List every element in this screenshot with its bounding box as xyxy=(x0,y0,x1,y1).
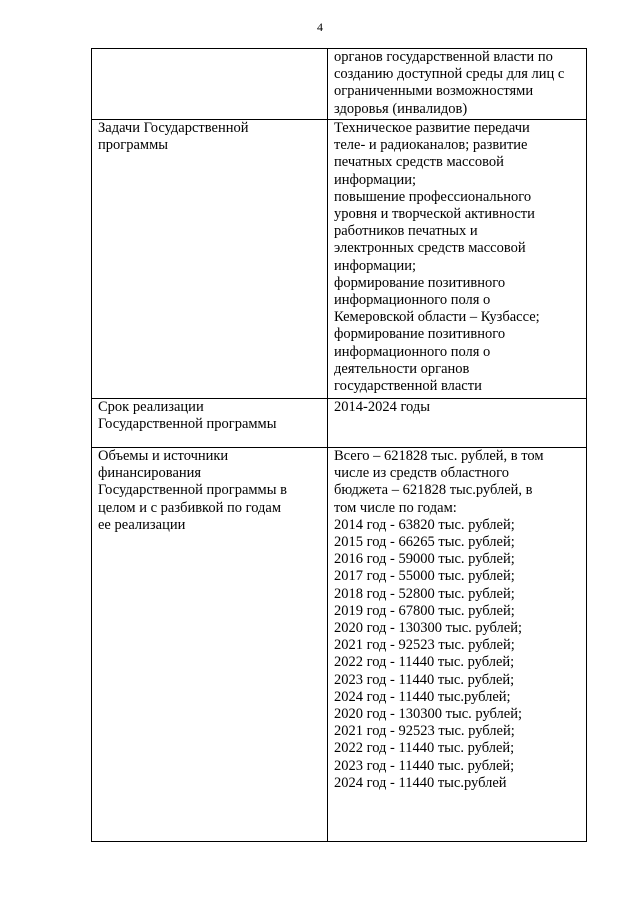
text-line: бюджета – 621828 тыс.рублей, в xyxy=(334,482,533,499)
text-line: Срок реализации xyxy=(98,399,204,415)
text-line: 2016 год - 59000 тыс. рублей; xyxy=(334,551,515,568)
text-line: формирование позитивного xyxy=(334,274,506,291)
text-line: Кемеровской области – Кузбассе; xyxy=(334,309,540,326)
text-line: государственной власти xyxy=(334,378,482,395)
text-line: работников печатных и xyxy=(334,223,478,240)
text-line: 2024 год - 11440 тыс.рублей; xyxy=(334,688,511,705)
text-line: Государственной программы в xyxy=(98,482,287,499)
text-line: том числе по годам: xyxy=(334,499,457,516)
term-label-cell xyxy=(92,399,328,448)
text-line: Государственной программы xyxy=(98,416,277,433)
text-line: информации; xyxy=(334,171,417,188)
intro-left-cell xyxy=(92,49,328,120)
funding-value-cell xyxy=(328,448,587,842)
text-line: финансирования xyxy=(98,465,202,482)
tasks-label-cell xyxy=(92,120,328,399)
text-line: 2015 год - 66265 тыс. рублей; xyxy=(334,534,515,551)
text-line: 2014 год - 63820 тыс. рублей; xyxy=(334,516,515,533)
text-line: целом и с разбивкой по годам xyxy=(98,499,282,516)
text-line: Всего – 621828 тыс. рублей, в том xyxy=(334,448,544,464)
text-line: 2022 год - 11440 тыс. рублей; xyxy=(334,740,515,757)
text-line: Техническое развитие передачи xyxy=(334,120,530,136)
text-line: программы xyxy=(98,137,168,154)
text-line: информационного поля о xyxy=(334,343,491,360)
text-line: 2023 год - 11440 тыс. рублей; xyxy=(334,757,515,774)
tasks-label xyxy=(98,120,323,154)
text-line: 2019 год - 67800 тыс. рублей; xyxy=(334,602,515,619)
text-line: 2023 год - 11440 тыс. рублей; xyxy=(334,671,515,688)
page-number: 4 xyxy=(317,20,323,34)
text-line: 2017 год - 55000 тыс. рублей; xyxy=(334,568,515,585)
text-line: электронных средств массовой xyxy=(334,240,526,257)
tasks-value-cell xyxy=(328,120,587,399)
text-line: 2021 год - 92523 тыс. рублей; xyxy=(334,637,515,654)
text-line: ограниченными возможностями xyxy=(334,83,534,100)
intro-text xyxy=(334,49,582,118)
table-row-intro xyxy=(92,49,587,120)
text-line: 2022 год - 11440 тыс. рублей; xyxy=(334,654,515,671)
text-line: повышение профессионального xyxy=(334,188,532,205)
text-line: Объемы и источники xyxy=(98,448,229,464)
funding-text xyxy=(334,448,582,792)
text-line: 2020 год - 130300 тыс. рублей; xyxy=(334,706,522,723)
text-line: информационного поля о xyxy=(334,292,491,309)
text-line: созданию доступной среды для лиц с xyxy=(334,66,565,83)
text-line: 2018 год - 52800 тыс. рублей; xyxy=(334,585,515,602)
text-line: формирование позитивного xyxy=(334,326,506,343)
text-line: 2020 год - 130300 тыс. рублей; xyxy=(334,620,522,637)
text-line: теле- и радиоканалов; развитие xyxy=(334,137,528,154)
text-line: 2021 год - 92523 тыс. рублей; xyxy=(334,723,515,740)
tasks-text xyxy=(334,120,582,395)
text-line: органов государственной власти по xyxy=(334,49,553,65)
program-passport-table xyxy=(91,48,587,842)
intro-right-cell xyxy=(328,49,587,120)
table-row-tasks xyxy=(92,120,587,399)
funding-label xyxy=(98,448,323,534)
text-line: деятельности органов xyxy=(334,360,470,377)
term-value-cell xyxy=(328,399,587,448)
term-label xyxy=(98,399,323,433)
text-line: 2014-2024 годы xyxy=(334,399,430,415)
table-row-term xyxy=(92,399,587,448)
text-line: здоровья (инвалидов) xyxy=(334,100,468,117)
text-line: числе из средств областного xyxy=(334,465,510,482)
text-line: печатных средств массовой xyxy=(334,154,504,171)
funding-label-cell xyxy=(92,448,328,842)
text-line: 2024 год - 11440 тыс.рублей xyxy=(334,774,507,791)
text-line: информации; xyxy=(334,257,417,274)
term-value xyxy=(334,399,582,416)
table-row-funding xyxy=(92,448,587,842)
text-line: Задачи Государственной xyxy=(98,120,249,136)
text-line: уровня и творческой активности xyxy=(334,206,535,223)
text-line: ее реализации xyxy=(98,516,186,533)
